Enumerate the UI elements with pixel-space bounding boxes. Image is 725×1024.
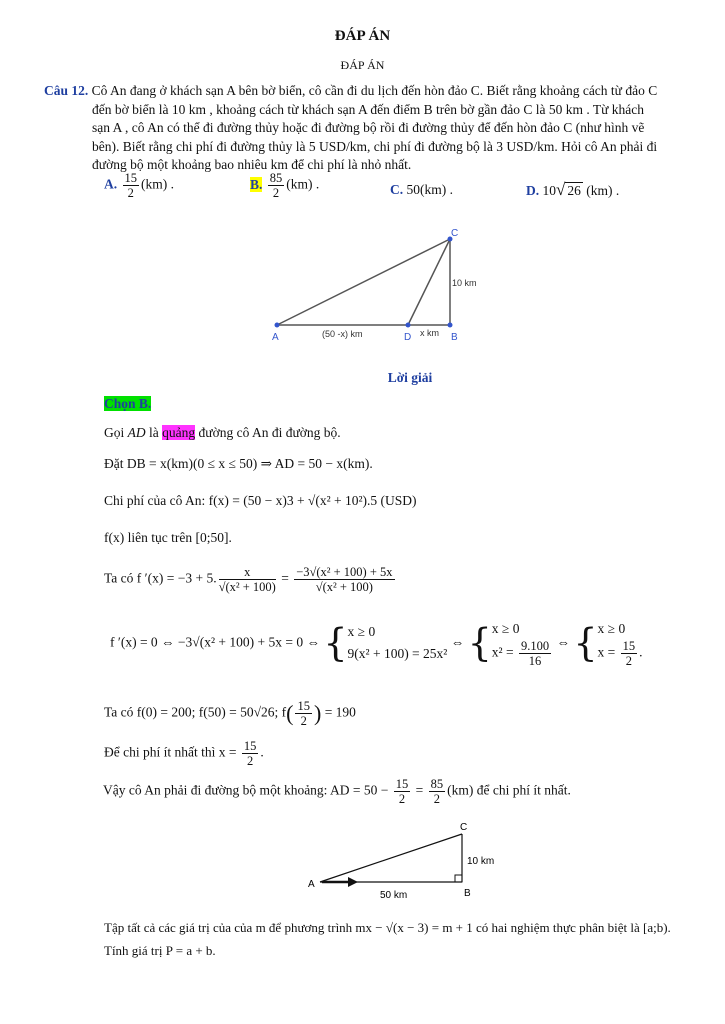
solution-line-8: Để chi phí ít nhất thì x = $\frac{15}{2}$ . [104, 739, 264, 768]
next-question-line-2: Tính giá trị P = a + b. [104, 943, 216, 958]
solution-line-5: Ta có f ′(x) = −3 + 5. $\frac{x}{\text{√(x² + 100)}}$ = $\frac{\text{−3√(x² + 100) + 5x}}{\text{√(x² + 100)}}$ [104, 565, 393, 594]
fig2-seg-bc: 10 km [467, 856, 495, 867]
solution-line-2: Đặt DB = x(km)(0 ≤ x ≤ 50) ⇒ AD = 50 − x(km). [104, 456, 373, 471]
fig2-seg-ab: 50 km [380, 890, 408, 901]
solution-line-4: f(x) liên tục trên [0;50]. [104, 530, 232, 545]
solution-line-3: Chi phí của cô An: f(x) = (50 − x)3 + √(x² + 10²).5 (USD) [104, 493, 417, 508]
question-line-5: đường bộ một khoảng bao nhiêu km để chi phí là nhỏ nhất. [92, 157, 412, 172]
question-line-4: bên). Biết rằng chi phí đi đường thủy là 5 USD/km, chi phí đi đường bộ là 3 USD/km. Hỏi cô An phải đi [92, 138, 658, 154]
question-line-2: đến bờ biển là 10 km , khoảng cách từ khách sạn A đến điểm B trên bờ gần đảo C là 50 km . Từ khách [92, 101, 645, 117]
solution-line-7: Ta có f(0) = 200; f(50) = 50√26; f( $\frac{15}{2}$ ) = 190 [104, 699, 356, 728]
fig1-label-a: A [272, 332, 279, 343]
option-a[interactable]: A. $\frac{15}{2}$ (km) . [104, 171, 174, 200]
solution-heading: Lời giải [387, 370, 433, 385]
fig1-seg-bc: 10 km [452, 278, 477, 288]
fig2-label-a: A [308, 879, 315, 890]
option-d[interactable]: D. 10√ 26 (km) . [526, 180, 620, 199]
option-b[interactable]: B. $\frac{85}{2}$ (km) . [250, 171, 320, 200]
fig2-label-b: B [464, 888, 471, 899]
fig2-label-c: C [460, 822, 468, 833]
figure-triangle-2 [300, 816, 520, 906]
question-label: Câu 12. [44, 83, 89, 98]
question-line-3: sạn A , cô An có thể đi đường thủy hoặc đi đường bộ rồi đi đường thủy để đến hòn đảo C (như hình vẽ [92, 120, 645, 135]
question-line-1: Câu 12. Cô An đang ở khách sạn A bên bờ biển, cô cần đi du lịch đến hòn đảo C. Biết rằng khoảng cách từ đảo C [44, 83, 658, 98]
page-title: ĐÁP ÁN [334, 28, 391, 44]
question-block [44, 82, 719, 175]
solution-line-6: f ′(x) = 0 ⇔ −3√(x² + 100) + 5x = 0 ⇔ {x ≥ 0 9(x² + 100) = 25x² ⇔ {x ≥ 0 x² = $\frac{9.100}{16}$ ⇔ {x ≥ 0 x = $\frac{15}{2}$ . [110, 620, 643, 668]
fig1-seg-db: x km [420, 328, 439, 338]
solution-line-1: Gọi AD là quảng đường cô An đi đường bộ. [104, 425, 341, 440]
figure-triangle-1 [260, 222, 490, 347]
fig1-label-c: C [451, 228, 459, 239]
solution-line-9: Vậy cô An phải đi đường bộ một khoảng: AD = 50 − $\frac{15}{2}$ = $\frac{85}{2}$ (km) để chi phí ít nhất. [103, 777, 571, 806]
option-c[interactable]: C. 50(km) . [390, 182, 453, 197]
chosen-answer: Chọn B. [104, 396, 152, 411]
fig1-label-d: D [404, 332, 412, 343]
fig1-label-b: B [451, 332, 458, 343]
next-question-line-1: Tập tất cả các giá trị của của m để phương trình mx − √(x − 3) = m + 1 có hai nghiệm thực phân biệt là [a;b). [104, 920, 671, 935]
fig1-seg-ad: (50 -x) km [322, 329, 363, 339]
page-subtitle: ĐÁP ÁN [340, 58, 385, 72]
